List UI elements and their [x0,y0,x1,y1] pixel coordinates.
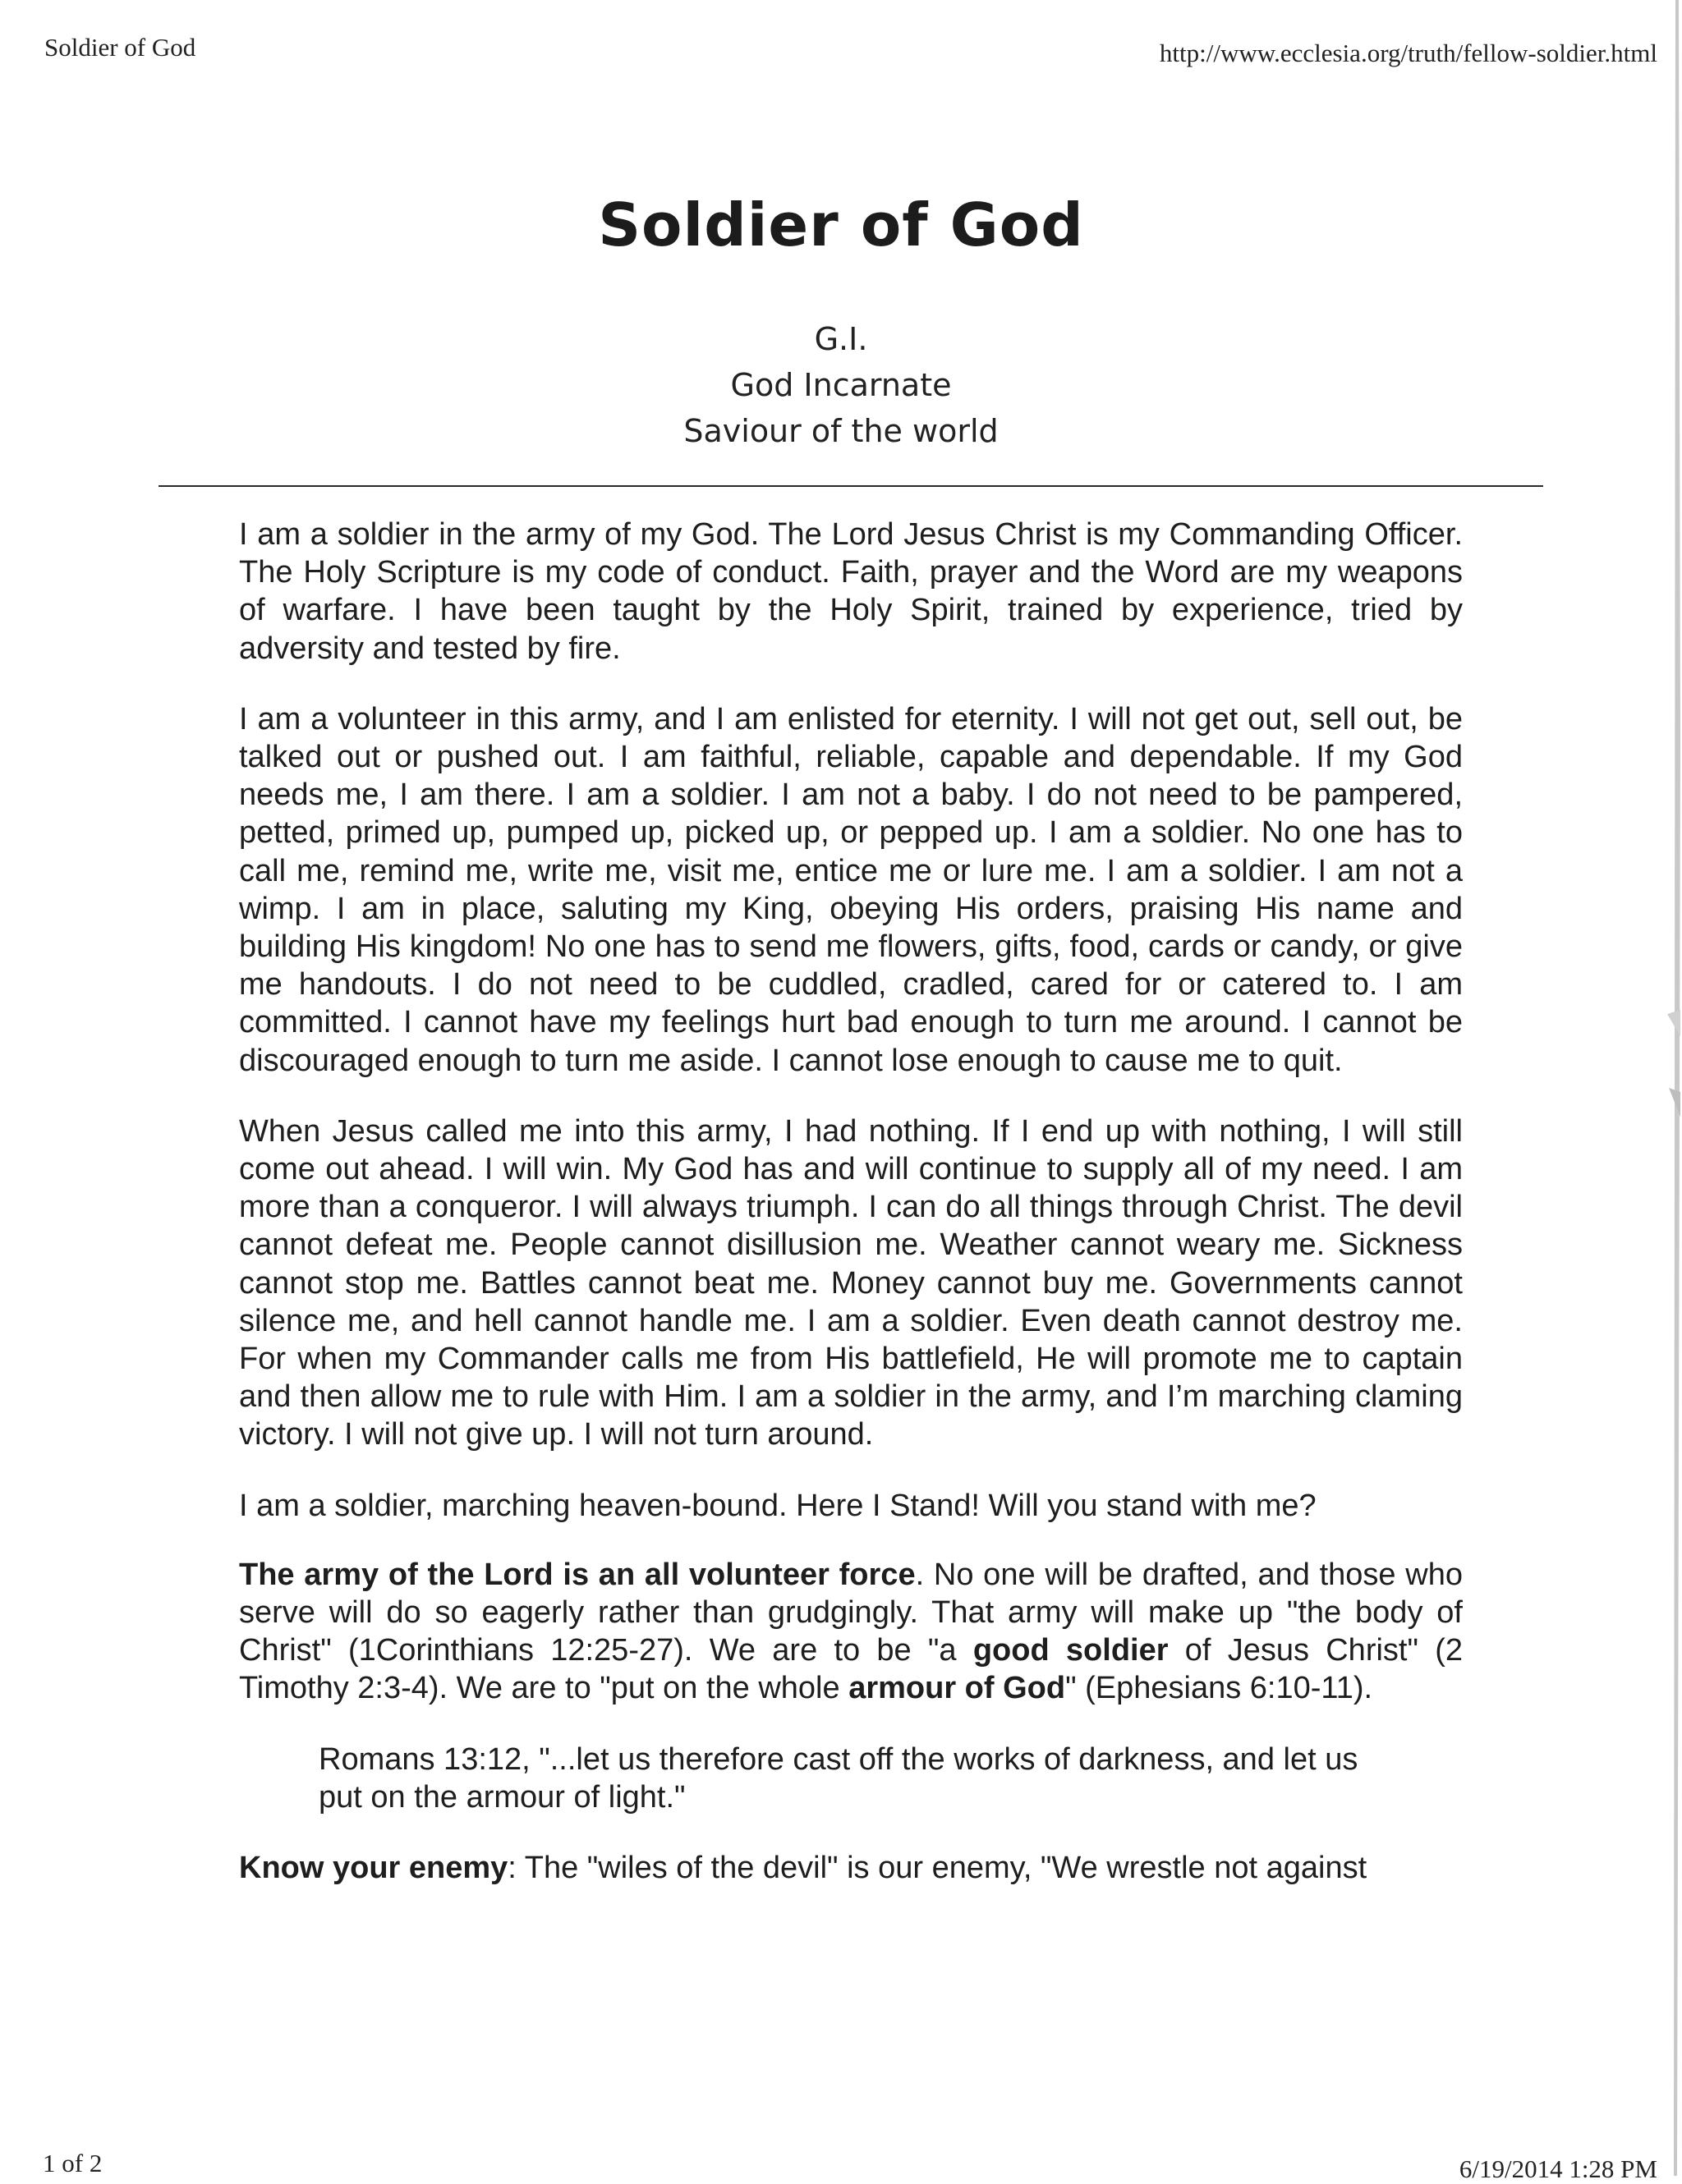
subtitle-line-1: G.I. [814,321,868,357]
bold-phrase-know-your-enemy: Know your enemy [239,1851,508,1886]
page-header-title: Soldier of God [44,33,196,62]
bold-phrase-volunteer-force: The army of the Lord is an all volunteer force [239,1557,916,1592]
paragraph-3: When Jesus called me into this army, I had nothing. If I end up with nothing, I will still come out ahead. I will win. My God has and will continue to supply all of my need. I am more than a conqueror. I will always triumph. I can do all things through Christ. The devil cannot defeat me. People cannot disillusion me. Weather cannot weary me. Sickness cannot stop me. Battles cannot beat me. Money cannot buy me. Governments cannot silence me, and hell cannot handle me. I am a soldier. Even death cannot destroy me. For when my Commander calls me from His battlefield, He will promote me to captain and then allow me to rule with Him. I am a soldier in the army, and I’m marching claming victory. I will not give up. I will not turn around. [239,1113,1463,1452]
paragraph-5-text-3: " (Ephesians 6:10-11). [1065,1671,1373,1706]
scripture-quote: Romans 13:12, "...let us therefore cast off the works of darkness, and let us put on the armour of light." [319,1741,1358,1815]
print-timestamp: 6/19/2014 1:28 PM [1459,2154,1657,2183]
paragraph-5 [239,1556,1463,1708]
paragraph-6 [239,1849,1463,1887]
page-number: 1 of 2 [43,2149,103,2177]
paragraph-6-text: : The "wiles of the devil" is our enemy, "We wrestle not against [508,1851,1367,1886]
horizontal-divider [159,485,1543,487]
subtitle-line-3: Saviour of the world [683,413,999,449]
paragraph-5-text-2: of Jesus Christ" (2 Timothy 2:3-4). We are to "put on the whole [239,1633,1464,1706]
paragraph-4: I am a soldier, marching heaven-bound. Here I Stand! Will you stand with me? [239,1488,1317,1523]
bold-phrase-armour-of-god: armour of God [848,1671,1066,1706]
article-body [239,516,1463,1920]
paragraph-5-text-1: . No one will be drafted, and those who serve will do so eagerly rather than grudgingly. That army will make up "the body of Christ" (1Corinthians 12:25-27). We are to be "a [239,1557,1463,1668]
subtitle-block [0,316,1682,454]
paragraph-2: I am a volunteer in this army, and I am enlisted for eternity. I will not get out, sell out, be talked out or pushed out. I am faithful, reliable, capable and dependable. If my God needs me, I am there. I am a soldier. I am not a baby. I do not need to be pampered, petted, primed up, pumped up, picked up, or pepped up. I am a soldier. No one has to call me, remind me, write me, visit me, entice me or lure me. I am a soldier. I am not a wimp. I am in place, saluting my King, obeying His orders, praising His name and building His kingdom! No one has to send me flowers, gifts, food, cards or candy, or give me handouts. I do not need to be cuddled, cradled, cared for or catered to. I am committed. I cannot have my feelings hurt bad enough to turn me around. I cannot be discouraged enough to turn me aside. I cannot lose enough to cause me to quit. [239,701,1463,1078]
page-title: Soldier of God [598,190,1084,259]
page-header-url: http://www.ecclesia.org/truth/fellow-soldier.html [1159,39,1657,67]
paragraph-1: I am a soldier in the army of my God. The Lord Jesus Christ is my Commanding Officer. The Holy Scripture is my code of conduct. Faith, prayer and the Word are my weapons of warfare. I have been taught by the Holy Spirit, trained by experience, tried by adversity and tested by fire. [239,517,1463,666]
bold-phrase-good-soldier: good soldier [972,1633,1169,1668]
subtitle-line-2: God Incarnate [730,367,952,403]
